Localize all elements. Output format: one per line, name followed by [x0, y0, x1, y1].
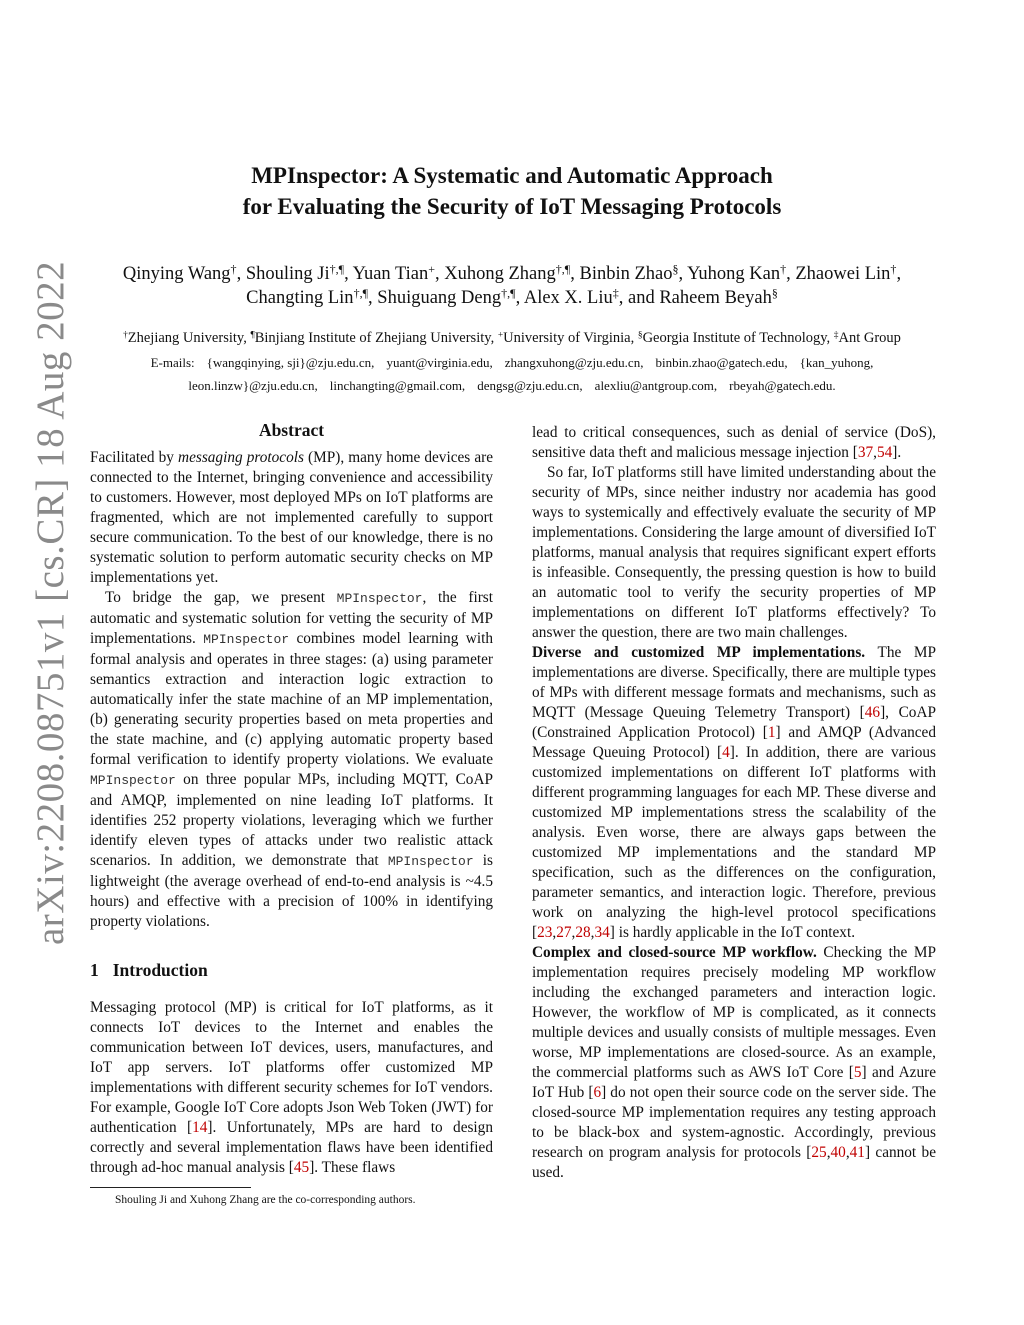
- affiliation-name: Zhejiang University: [127, 330, 244, 346]
- abstract-heading: Abstract: [258, 420, 325, 440]
- tool-name: MPInspector: [387, 854, 474, 869]
- citation-link[interactable]: 41: [849, 1144, 865, 1161]
- author-name: Xuhong Zhang: [444, 264, 556, 284]
- email-address: zhangxuhong@zju.edu.cn,: [504, 355, 644, 370]
- citation-link[interactable]: 34: [594, 924, 610, 941]
- author-name: Binbin Zhao: [579, 264, 673, 284]
- intro-paragraph-1-cont: lead to critical consequences, such as denial of service (DoS), sensitive data theft and malicious message injection [37,54].: [532, 424, 936, 461]
- intro-paragraph-diverse: Diverse and customized MP implementations. The MP implementations are diverse. Specifically, there are multiple types of MPs with different message formats and mechanisms, such as MQTT (Message Queuing Telemetry Transport) [46], CoAP (Constrained Application Protocol) [1] and AMQP (Advanced Message Queuing Protocol) [4]. In addition, there are various customized implementations on different IoT platforms with different programming languages for each MP. These diverse and customized MP implementations stress the scalability of the analysis. Even worse, there are always gaps between the customized MP implementations and the standard MP specification, such as the differences on the configuration, parameter semantics, and interaction logic. Therefore, previous work on analyzing the high-level protocol specifications [23,27,28,34] is hardly applicable in the IoT context.: [532, 644, 937, 941]
- citation-link[interactable]: 23: [537, 924, 553, 941]
- citation-link[interactable]: 5: [853, 1064, 862, 1081]
- email-address: {wangqinying, sji}@zju.edu.cn,: [206, 355, 375, 370]
- citation-link[interactable]: 6: [593, 1084, 602, 1101]
- left-column: [90, 420, 493, 1178]
- citation-link[interactable]: 40: [830, 1144, 846, 1161]
- intro-paragraph-2: So far, IoT platforms still have limited understanding about the security of MPs, since neither industry nor academia has good ways to systemically and effectively evaluate the security of MP implementations. Considering the large amount of diversified IoT platforms, manual analysis that requires significant expert efforts is infeasible. Consequently, the pressing question is how to build an automatic tool to verify the security properties of MP implementations on different IoT platforms effectively? To answer the question, there are two main challenges.: [532, 464, 936, 641]
- title-line-1: MPInspector: A Systematic and Automatic Approach: [251, 163, 773, 188]
- affiliation-mark: §: [637, 330, 643, 341]
- affiliation-mark: †: [780, 262, 787, 276]
- affiliation-mark: †,¶: [353, 286, 369, 300]
- footnote: Shouling Ji and Xuhong Zhang are the co-corresponding authors.: [115, 1194, 416, 1206]
- author-name: Raheem Beyah: [659, 288, 772, 308]
- citation-link[interactable]: 28: [575, 924, 591, 941]
- tool-name: MPInspector: [336, 591, 423, 606]
- citation-link[interactable]: 4: [722, 744, 730, 761]
- intro-paragraph-complex: Complex and closed-source MP workflow. Checking the MP implementation requires precisely modeling MP workflow including the exchanged parameters and interaction logic. However, the workflow of MP is complicated, as it connects multiple devices and usually consists of multiple messages. Even worse, MP implementations are closed-source. As an example, the commercial platforms such as AWS IoT Core [5] and Azure IoT Hub [6] do not open their source code on the server side. The closed-source MP implementation requires any testing approach to be black-box and system-agnostic. Accordingly, previous research on program analysis for protocols [25,40,41] cannot be used.: [532, 944, 936, 1181]
- paragraph-heading: Diverse and customized MP implementations.: [532, 644, 866, 661]
- citation-link[interactable]: 14: [192, 1119, 208, 1136]
- affiliation-mark: +: [497, 330, 504, 341]
- author-name: Shouling Ji: [245, 264, 330, 284]
- email-address: yuant@virginia.edu,: [386, 355, 493, 370]
- email-address: leon.linzw}@zju.edu.cn,: [188, 378, 318, 393]
- messaging-protocols-term: messaging protocols: [178, 449, 304, 466]
- affiliation-mark: †,¶: [501, 286, 516, 300]
- paragraph-heading: Complex and closed-source MP workflow.: [532, 944, 817, 961]
- email-address: rbeyah@gatech.edu.: [729, 378, 836, 393]
- affiliation-mark: +: [428, 262, 436, 276]
- title-line-2: for Evaluating the Security of IoT Messaging Protocols: [242, 194, 782, 219]
- affiliation-mark: †: [230, 262, 237, 276]
- affiliation-mark: †: [890, 262, 897, 276]
- footnote-rule: [90, 1187, 251, 1188]
- affiliation-mark: †,¶: [555, 262, 571, 276]
- right-column: [532, 423, 936, 1183]
- author-name: Yuan Tian: [352, 264, 429, 284]
- tool-name: MPInspector: [90, 773, 176, 788]
- email-block: [60, 351, 964, 397]
- email-address: E-mails:: [150, 355, 195, 370]
- email-address: dengsg@zju.edu.cn,: [477, 378, 583, 393]
- author-name: Zhaowei Lin: [795, 264, 891, 284]
- email-line-1: [60, 351, 964, 374]
- affiliation-mark: ‡: [833, 330, 839, 341]
- email-address: {kan_yuhong,: [799, 355, 874, 370]
- affiliation-name: Georgia Institute of Technology: [642, 330, 827, 346]
- author-name: Yuhong Kan: [687, 264, 781, 284]
- affiliation-mark: †: [123, 330, 128, 341]
- citation-link[interactable]: 37: [857, 444, 874, 461]
- email-address: linchangting@gmail.com,: [329, 378, 466, 393]
- citation-link[interactable]: 54: [876, 444, 893, 461]
- author-name: Qinying Wang: [122, 264, 231, 284]
- paper-title: [0, 160, 1024, 222]
- affiliation-mark: §: [672, 262, 679, 276]
- author-list: Qinying Wang†, Shouling Ji†,¶, Yuan Tian+, Xuhong Zhang†,¶, Binbin Zhao§, Yuhong Kan†, Zhaowei Lin†, Changting Lin†,¶, Shuiguang Deng†,¶, Alex X. Liu‡, and Raheem Beyah§: [122, 262, 902, 308]
- email-line-2: [60, 374, 964, 397]
- affiliations: †Zhejiang University, ¶Binjiang Institute of Zhejiang University, +University of Virginia, §Georgia Institute of Technology, ‡Ant Group: [123, 330, 901, 346]
- affiliation-mark: ‡: [612, 286, 619, 300]
- affiliation-name: Binjiang Institute of Zhejiang University: [254, 330, 491, 346]
- abstract-paragraph-2: To bridge the gap, we present MPInspector, the first automatic and systematic solution for vetting the security of MP implementations. MPInspector combines model learning with formal analysis and operates in three stages: (a) using parameter semantics extraction and interaction logic extraction to automatically infer the state machine of an MP implementation, (b) generating security properties based on meta properties and the state machine, and (c) applying automatic property based formal verification to identify property violations. We evaluate MPInspector on three popular MPs, including MQTT, CoAP and AMQP, implemented on nine leading IoT platforms. It identifies 252 property violations, leveraging which we further identify eleven types of attacks under two realistic attack scenarios. In addition, we demonstrate that MPInspector is lightweight (the average overhead of end-to-end analysis is ~4.5 hours) and effective with a precision of 100% in identifying property violations.: [90, 589, 494, 930]
- affiliation-mark: §: [771, 286, 778, 300]
- email-address: alexliu@antgroup.com,: [594, 378, 718, 393]
- author-name: Changting Lin: [246, 288, 354, 308]
- affiliation-name: University of Virginia: [503, 330, 631, 346]
- arxiv-identifier: arXiv:2208.08751v1 [cs.CR] 18 Aug 2022: [29, 260, 72, 945]
- email-address: binbin.zhao@gatech.edu,: [655, 355, 788, 370]
- citation-link[interactable]: 27: [556, 924, 572, 941]
- citation-link[interactable]: 45: [293, 1159, 310, 1176]
- abstract-paragraph-1: Facilitated by messaging protocols (MP), many home devices are connected to the Internet, bringing convenience and accessibility to customers. However, most deployed MPs on IoT platforms are fragmented, which are not implemented carefully to support secure communication. To the best of our knowledge, there is no systematic solution to perform automatic security checks on MP implementations yet.: [90, 449, 493, 586]
- affiliation-mark: ¶: [250, 330, 255, 341]
- tool-name: MPInspector: [203, 632, 290, 647]
- affiliation-name: Ant Group: [838, 330, 901, 346]
- citation-link[interactable]: 1: [767, 724, 776, 741]
- author-name: Shuiguang Deng: [377, 288, 502, 308]
- author-name: Alex X. Liu: [523, 288, 613, 308]
- intro-paragraph-1: Messaging protocol (MP) is critical for IoT platforms, as it connects IoT devices to the Internet and enables the communication between IoT devices, users, manufactures, and IoT app servers. IoT platforms offer customized MP implementations with different security schemes for IoT vendors. For example, Google IoT Core adopts Json Web Token (JWT) for authentication [14]. Unfortunately, MPs are hard to design correctly and several implementation flaws have been identified through ad-hoc manual analysis [45]. These flaws: [90, 999, 493, 1176]
- citation-link[interactable]: 25: [811, 1144, 827, 1161]
- citation-link[interactable]: 46: [864, 704, 881, 721]
- section-heading-introduction: 1 Introduction: [90, 960, 208, 980]
- affiliation-mark: †,¶: [329, 262, 345, 276]
